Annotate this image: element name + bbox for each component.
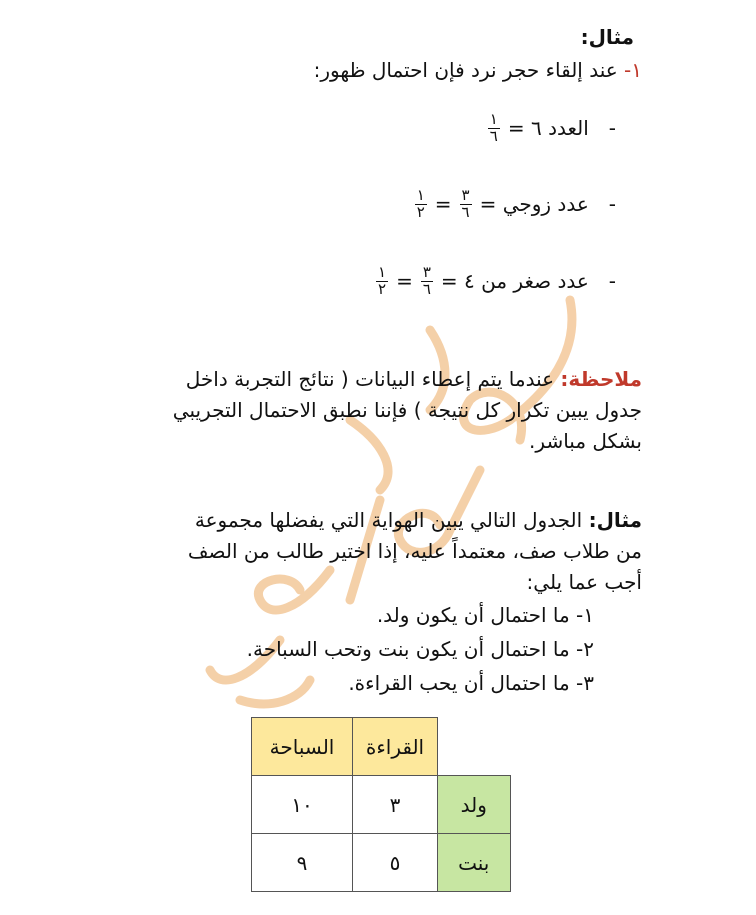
fraction: $\frac{١}{٦}$ — [489, 110, 498, 145]
bullet-dash: - — [608, 269, 616, 294]
example2-line: أجب عما يلي: — [526, 570, 642, 594]
hobby-table — [251, 717, 511, 892]
question-item: ١- ما احتمال أن يكون ولد. — [376, 603, 594, 627]
example2-line: من طلاب صف، معتمداً عليه، إذا اختير طالب من الصف — [187, 539, 642, 563]
equals-sign: = — [434, 192, 452, 217]
note-label: ملاحظة: — [560, 367, 642, 391]
equals-sign: = — [396, 269, 413, 294]
example2-paragraph — [122, 505, 642, 598]
bullet-dash: - — [608, 116, 616, 141]
table-cell: ٥ — [353, 834, 438, 892]
bullet-label: عدد صغر من ٤ = — [440, 269, 589, 294]
table-cell: ٩ — [252, 834, 353, 892]
bullet-label: العدد ٦ = — [507, 116, 589, 141]
table-row — [252, 776, 511, 834]
item-number: ١- — [624, 58, 642, 82]
table-cell: ١٠ — [252, 776, 353, 834]
table-row-label: بنت — [438, 834, 511, 892]
table-cell: ٣ — [353, 776, 438, 834]
note-line: جدول يبين تكرار كل نتيجة ) فإننا نطبق الاحتمال التجريبي — [172, 398, 642, 422]
example-item — [314, 58, 642, 82]
table-row — [252, 834, 511, 892]
question-list — [247, 598, 594, 700]
table-header-row — [252, 718, 511, 776]
question-item: ٢- ما احتمال أن يكون بنت وتحب السباحة. — [246, 637, 594, 661]
bullet-less-than-four — [374, 265, 616, 298]
note-paragraph — [122, 364, 642, 457]
bullet-dash: - — [608, 192, 616, 217]
fraction: $\frac{١}{٢}$ — [416, 186, 425, 221]
bullet-label: عدد زوجي = — [479, 192, 589, 217]
note-line: بشكل مباشر. — [529, 429, 642, 453]
item-text: عند إلقاء حجر نرد فإن احتمال ظهور: — [313, 58, 618, 82]
fraction: $\frac{٣}{٦}$ — [461, 186, 470, 221]
bullet-even-number — [413, 188, 616, 221]
example-heading: مثال: — [580, 25, 634, 49]
note-line: عندما يتم إعطاء البيانات ( نتائج التجربة داخل — [185, 367, 555, 391]
table-corner — [438, 718, 511, 776]
fraction: $\frac{١}{٢}$ — [378, 263, 387, 298]
table-header-swimming: السباحة — [252, 718, 353, 776]
bullet-die-six — [486, 112, 616, 145]
example2-line: الجدول التالي يبين الهواية التي يفضلها مجموعة — [194, 508, 583, 532]
example2-label: مثال: — [588, 508, 642, 532]
table-row-label: ولد — [438, 776, 511, 834]
fraction: $\frac{٣}{٦}$ — [422, 263, 431, 298]
table-header-reading: القراءة — [353, 718, 438, 776]
question-item: ٣- ما احتمال أن يحب القراءة. — [348, 671, 594, 695]
